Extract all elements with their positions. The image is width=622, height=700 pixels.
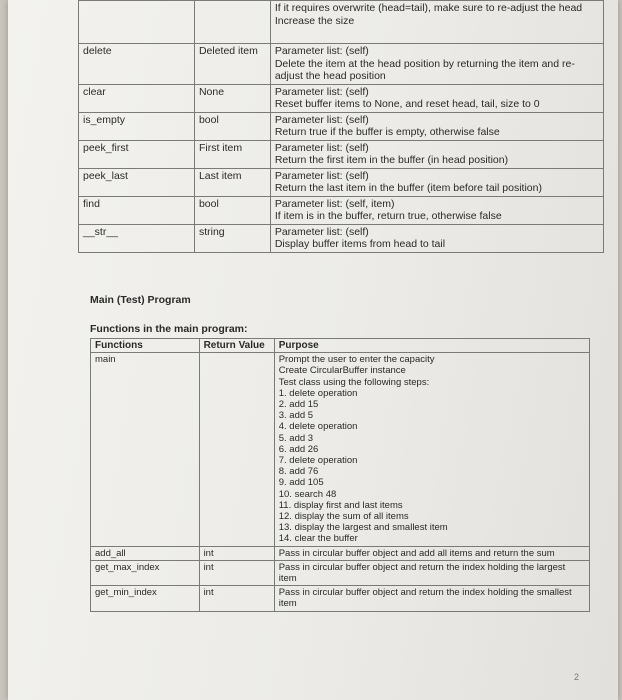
purpose-cell xyxy=(270,140,603,168)
method-table xyxy=(78,0,604,253)
function-name-cell: is_empty xyxy=(79,112,195,140)
purpose-cell xyxy=(270,224,603,252)
purpose-line: 12. display the sum of all items xyxy=(278,511,409,523)
purpose-line: Prompt the user to enter the capacity xyxy=(278,354,435,366)
table-row xyxy=(79,1,604,44)
purpose-line: Reset buffer items to None, and reset head, tail, size to 0 xyxy=(274,98,540,110)
main-functions-table xyxy=(90,338,590,612)
purpose-cell xyxy=(270,44,603,85)
purpose-cell xyxy=(270,112,603,140)
page-number: 2 xyxy=(574,672,580,682)
function-name-cell: clear xyxy=(79,84,195,112)
table-row xyxy=(79,44,604,85)
purpose-line: 14. clear the buffer xyxy=(278,533,358,545)
table-row xyxy=(91,546,590,560)
purpose-cell xyxy=(274,353,589,546)
purpose-line: Pass in circular buffer object and return the index holding the largest item xyxy=(278,561,566,585)
purpose-line: Test class using the following steps: xyxy=(278,376,430,388)
purpose-line: 1. delete operation xyxy=(278,387,358,399)
purpose-line: Create CircularBuffer instance xyxy=(278,365,406,377)
return-value-cell: bool xyxy=(194,196,270,224)
header-functions: Functions xyxy=(91,339,200,353)
sub-title: Functions in the main program: xyxy=(90,323,248,335)
table-header-row xyxy=(91,339,590,353)
header-purpose: Purpose xyxy=(274,339,589,353)
purpose-line: Delete the item at the head position by returning the item and re-adjust the head position xyxy=(274,57,575,82)
return-value-cell xyxy=(194,1,270,44)
return-value-cell: int xyxy=(199,586,274,611)
header-return-value: Return Value xyxy=(199,339,274,353)
purpose-line: 7. delete operation xyxy=(278,455,358,467)
return-value-cell: Last item xyxy=(194,168,270,196)
purpose-line: Return the first item in the buffer (in head position) xyxy=(274,154,509,166)
table-row xyxy=(79,224,604,252)
purpose-line: 3. add 5 xyxy=(278,410,314,422)
purpose-cell xyxy=(274,546,589,560)
purpose-line: 9. add 105 xyxy=(278,477,324,489)
return-value-cell: string xyxy=(194,224,270,252)
table-row xyxy=(79,196,604,224)
purpose-line: Parameter list: (self, item) xyxy=(274,197,395,210)
purpose-line: 8. add 76 xyxy=(278,466,319,478)
section-title: Main (Test) Program xyxy=(90,294,191,306)
function-name-cell: main xyxy=(91,353,200,546)
purpose-cell xyxy=(274,586,589,611)
purpose-cell xyxy=(270,84,603,112)
return-value-cell xyxy=(199,353,274,546)
purpose-line: Parameter list: (self) xyxy=(274,45,369,57)
purpose-cell xyxy=(270,168,603,196)
purpose-line: Parameter list: (self) xyxy=(274,141,369,154)
document-page xyxy=(8,0,618,700)
table-row xyxy=(91,560,590,585)
purpose-line: Return true if the buffer is empty, otherwise false xyxy=(274,126,500,138)
table-row xyxy=(79,168,604,196)
function-name-cell: __str__ xyxy=(79,224,195,252)
purpose-line: Parameter list: (self) xyxy=(274,113,369,126)
purpose-line: 6. add 26 xyxy=(278,443,319,455)
function-name-cell: delete xyxy=(79,44,195,85)
return-value-cell: None xyxy=(194,84,270,112)
return-value-cell: int xyxy=(199,546,274,560)
return-value-cell: bool xyxy=(194,112,270,140)
purpose-line: Parameter list: (self) xyxy=(274,169,369,182)
purpose-line: If item is in the buffer, return true, otherwise false xyxy=(274,210,502,222)
function-name-cell: add_all xyxy=(91,546,200,560)
purpose-line: 11. display first and last items xyxy=(278,499,403,511)
function-name-cell: find xyxy=(79,196,195,224)
table-row xyxy=(79,84,604,112)
purpose-line: 4. delete operation xyxy=(278,421,358,433)
purpose-line: 2. add 15 xyxy=(278,399,319,411)
purpose-cell xyxy=(274,560,589,585)
purpose-line: Pass in circular buffer object and return the index holding the smallest item xyxy=(278,587,572,610)
return-value-cell: int xyxy=(199,560,274,585)
function-name-cell: peek_last xyxy=(79,168,195,196)
purpose-line: Return the last item in the buffer (item before tail position) xyxy=(274,182,542,194)
table-row xyxy=(91,353,590,546)
purpose-line: 10. search 48 xyxy=(278,488,337,500)
purpose-line: If it requires overwrite (head=tail), make sure to re-adjust the head xyxy=(274,2,583,14)
function-name-cell xyxy=(79,1,195,44)
purpose-line: Parameter list: (self) xyxy=(274,225,369,238)
table-row xyxy=(79,112,604,140)
function-name-cell: get_max_index xyxy=(91,560,200,585)
purpose-cell xyxy=(270,196,603,224)
table-row xyxy=(79,140,604,168)
return-value-cell: Deleted item xyxy=(194,44,270,85)
return-value-cell: First item xyxy=(194,140,270,168)
function-name-cell: get_min_index xyxy=(91,586,200,611)
purpose-line: 13. display the largest and smallest item xyxy=(278,522,448,534)
function-name-cell: peek_first xyxy=(79,140,195,168)
purpose-line: Pass in circular buffer object and add all items and return the sum xyxy=(278,547,555,559)
purpose-cell xyxy=(270,1,603,44)
purpose-line: 5. add 3 xyxy=(278,432,314,444)
table-row xyxy=(91,586,590,611)
purpose-line: Parameter list: (self) xyxy=(274,85,369,98)
purpose-line: Display buffer items from head to tail xyxy=(274,238,446,250)
purpose-line: Increase the size xyxy=(274,14,355,27)
